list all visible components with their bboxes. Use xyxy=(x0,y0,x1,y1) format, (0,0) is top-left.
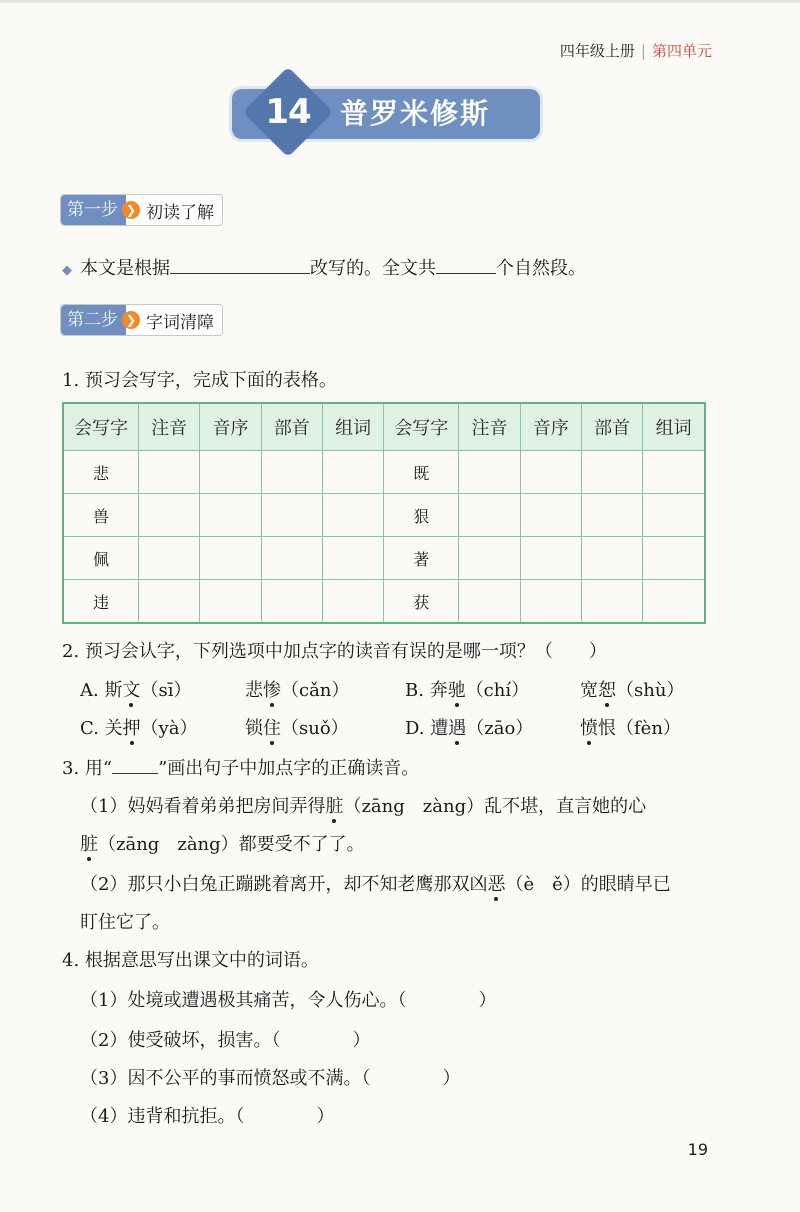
source-blank[interactable] xyxy=(170,255,310,274)
q4-prompt: 4. 根据意思写出课文中的词语。 xyxy=(62,950,319,971)
table-row: 佩 著 xyxy=(63,537,705,580)
step1-tag xyxy=(60,194,223,226)
step2-label: 第二步 xyxy=(61,305,126,335)
unit-label: 第四单元 xyxy=(651,42,712,60)
step1-name: 初读了解 xyxy=(146,202,214,223)
underline-sample xyxy=(112,755,158,774)
table-row: 兽 狠 xyxy=(63,494,705,537)
option-a[interactable]: A. 斯文（sī） xyxy=(80,680,192,701)
top-edge xyxy=(0,0,800,3)
option-b-2: 宽恕（shù） xyxy=(580,680,685,701)
q4-item-4[interactable]: （4）违背和抗拒。（ ） xyxy=(80,1106,335,1127)
q4-item-2[interactable]: （2）使受破坏，损害。（ ） xyxy=(80,1030,371,1051)
paragraph-count-blank[interactable] xyxy=(436,255,496,274)
option-c-2: 锁住（suǒ） xyxy=(245,718,349,739)
q1-prompt: 1. 预习会写字，完成下面的表格。 xyxy=(62,370,337,391)
q3-sentence2-cont: 盯住它了。 xyxy=(80,912,170,933)
step1-question: ◆ 本文是根据 改写的。全文共 个自然段。 xyxy=(62,254,586,280)
option-d[interactable]: D. 遭遇（zāo） xyxy=(405,718,534,739)
lesson-number: 14 xyxy=(265,92,311,132)
option-a-2: 悲惨（cǎn） xyxy=(245,680,350,701)
header-separator: | xyxy=(640,42,646,60)
q3-prompt: 3. 用“ ”画出句子中加点字的正确读音。 xyxy=(62,754,419,780)
chevron-right-icon: ❯ xyxy=(122,311,140,329)
page-number: 19 xyxy=(687,1140,708,1159)
q4-item-1[interactable]: （1）处境或遭遇极其痛苦，令人伤心。（ ） xyxy=(80,990,497,1011)
option-b[interactable]: B. 奔驰（chí） xyxy=(405,680,530,701)
table-row: 违 获 xyxy=(63,580,705,624)
table-row: 悲 既 xyxy=(63,451,705,494)
step2-tag xyxy=(60,304,223,336)
grade-label: 四年级上册 xyxy=(559,42,635,60)
q4-item-3[interactable]: （3）因不公平的事而愤怒或不满。（ ） xyxy=(80,1068,461,1089)
lesson-title: 普罗米修斯 xyxy=(340,97,491,130)
diamond-bullet-icon: ◆ xyxy=(62,263,72,278)
q2-prompt: 2. 预习会认字，下列选项中加点字的读音有误的是哪一项？（ ） xyxy=(62,641,607,662)
char-table xyxy=(62,402,706,624)
table-header-row: 会写字 注音 音序 部首 组词 会写字 注音 音序 部首 组词 xyxy=(63,403,705,451)
q3-sentence2: （2）那只小白兔正蹦跳着离开，却不知老鹰那双凶恶（è ě）的眼睛早已 xyxy=(80,874,671,895)
q3-sentence1: （1）妈妈看着弟弟把房间弄得脏（zāng zàng）乱不堪，直言她的心 xyxy=(80,796,647,817)
chevron-right-icon: ❯ xyxy=(122,201,140,219)
page-header xyxy=(560,40,712,61)
q3-sentence1-cont: 脏（zāng zàng）都要受不了了。 xyxy=(80,834,365,855)
step2-name: 字词清障 xyxy=(146,312,214,333)
option-d-2: 愤恨（fèn） xyxy=(580,718,681,739)
option-c[interactable]: C. 关押（yà） xyxy=(80,718,198,739)
step1-label: 第一步 xyxy=(61,195,126,225)
